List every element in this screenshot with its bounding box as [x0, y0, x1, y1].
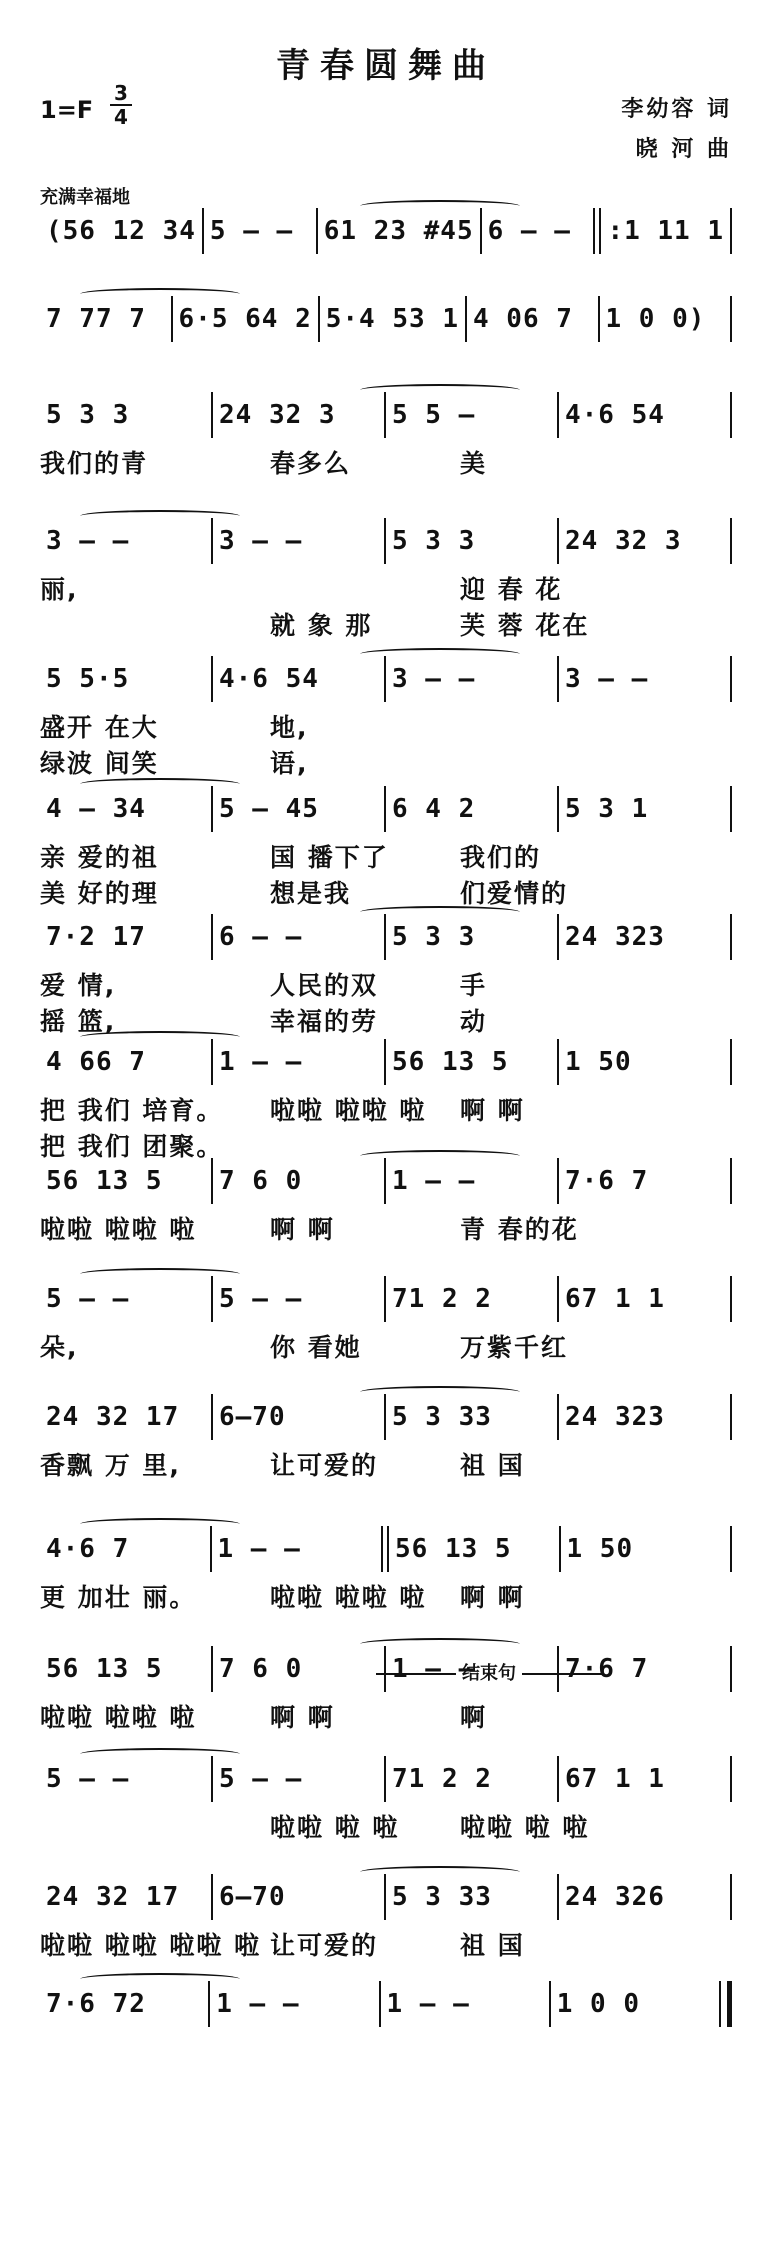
notation-row	[40, 660, 732, 698]
measure: 5 3 1	[565, 794, 649, 824]
lyric-segment: 啦啦 啦啦 啦	[270, 1096, 427, 1125]
measure: 24 323	[565, 1402, 665, 1432]
song-title: 青春圆舞曲	[276, 46, 496, 86]
measure: 5 — 45	[219, 794, 319, 824]
lyric-segment: 啊 啊	[460, 1583, 525, 1612]
lyric-segment: 美	[460, 449, 488, 478]
lyric-segment: 啊	[460, 1703, 488, 1732]
lyric-segment: 春多么	[270, 449, 352, 478]
measure: 5 — —	[209, 216, 294, 246]
measure: 56 13 5	[46, 1654, 163, 1684]
notation-row	[40, 918, 732, 956]
lyric-segment: 国 播下了	[270, 843, 389, 872]
lyric-segment: 人民的双	[270, 971, 379, 1000]
lyric-segment: 啦啦 啦 啦	[270, 1813, 400, 1842]
measure: 5 — —	[219, 1284, 303, 1314]
lyric-line	[40, 838, 732, 872]
lyric-line	[40, 874, 732, 908]
measure: 61 23 #45	[323, 216, 474, 246]
measure: 3 — —	[392, 664, 476, 694]
measure: 1 — —	[219, 1047, 303, 1077]
lyric-segment: 啊 啊	[270, 1215, 335, 1244]
notation-row	[40, 212, 732, 250]
lyric-line	[40, 1926, 732, 1960]
measure: 24 326	[565, 1882, 665, 1912]
measure: 4·6 7	[46, 1534, 130, 1564]
barline	[730, 208, 732, 254]
measure: 71 2 2	[392, 1284, 492, 1314]
measure: 4 66 7	[46, 1047, 146, 1077]
lyric-segment: 亲 爱的祖	[40, 843, 159, 872]
measure: 1 50	[566, 1534, 634, 1564]
lyric-segment: 幸福的劳	[270, 1007, 379, 1036]
notation-row	[40, 300, 732, 338]
measure: 67 1 1	[565, 1764, 665, 1794]
slur-arc	[360, 1866, 520, 1878]
notation-row	[40, 1043, 732, 1081]
barline	[719, 1981, 732, 2027]
time-signature	[110, 82, 132, 128]
measure: 4·6 54	[219, 664, 319, 694]
measure: 56 13 5	[46, 1166, 163, 1196]
barline	[730, 1874, 732, 1920]
slur-arc	[80, 1031, 240, 1043]
measure: 4 06 7	[472, 304, 573, 334]
barline	[730, 1276, 732, 1322]
slur-arc	[360, 384, 520, 396]
lyric-segment: 手	[460, 971, 488, 1000]
lyric-segment: 让可爱的	[270, 1931, 379, 1960]
measure: 5 — —	[46, 1764, 130, 1794]
slur-arc	[360, 1638, 520, 1650]
lyric-segment: 啊 啊	[460, 1096, 525, 1125]
lyric-line	[40, 570, 732, 604]
lyric-line	[40, 744, 732, 778]
lyric-segment: 啦啦 啦啦 啦	[40, 1215, 197, 1244]
measure: 3 — —	[565, 664, 649, 694]
slur-arc	[360, 1150, 520, 1162]
notation-row	[40, 396, 732, 434]
lyric-segment: 你 看她	[270, 1333, 362, 1362]
barline	[730, 1646, 732, 1692]
slur-arc	[80, 1748, 240, 1760]
measure: 24 32 17	[46, 1402, 180, 1432]
measure: 24 323	[565, 922, 665, 952]
lyric-segment: 盛开 在大	[40, 713, 159, 742]
lyric-segment: 想是我	[270, 879, 352, 908]
lyric-line	[40, 1091, 732, 1125]
measure: 5·4 53 1	[325, 304, 459, 334]
lyric-segment: 我们的	[460, 843, 542, 872]
lyric-segment: 香飘 万 里,	[40, 1451, 181, 1480]
measure: 5 3 3	[392, 922, 476, 952]
barline	[381, 1526, 389, 1572]
measure: :1 11 1	[607, 216, 725, 246]
slur-arc	[360, 648, 520, 660]
lyric-segment: 啦啦 啦啦 啦	[270, 1583, 427, 1612]
measure: 56 13 5	[395, 1534, 512, 1564]
measure: 6·5 64 2	[178, 304, 312, 334]
measure: 24 32 17	[46, 1882, 180, 1912]
lyric-segment: 就 象 那	[270, 611, 373, 640]
lyric-segment: 语,	[270, 749, 309, 778]
barline	[730, 296, 732, 342]
barline	[730, 914, 732, 960]
measure: (56 12 34	[46, 216, 196, 246]
barline	[730, 1526, 732, 1572]
notation-row	[40, 1162, 732, 1200]
barline	[593, 208, 601, 254]
measure: 67 1 1	[565, 1284, 665, 1314]
lyric-segment: 爱 情,	[40, 971, 117, 1000]
measure: 24 32 3	[219, 400, 336, 430]
end-phrase-label: 结束句	[462, 1663, 516, 1684]
measure: 5 — —	[219, 1764, 303, 1794]
lyric-segment: 祖 国	[460, 1451, 525, 1480]
lyric-segment: 把 我们 团聚。	[40, 1132, 224, 1161]
lyric-line	[40, 1446, 732, 1480]
measure: 7·6 7	[565, 1166, 649, 1196]
slur-arc	[360, 1386, 520, 1398]
lyric-segment: 我们的青	[40, 449, 149, 478]
measure: 7·6 72	[46, 1989, 146, 2019]
lyric-line	[40, 708, 732, 742]
measure: 5 — —	[46, 1284, 130, 1314]
measure: 7·6 7	[565, 1654, 649, 1684]
notation-row	[40, 1760, 732, 1798]
measure: 4·6 54	[565, 400, 665, 430]
measure: 6—70	[219, 1402, 286, 1432]
lyric-segment: 啦啦 啦啦 啦	[40, 1703, 197, 1732]
lyric-line	[40, 966, 732, 1000]
barline	[730, 656, 732, 702]
lyric-line	[40, 444, 732, 478]
meter-bottom: 4	[114, 105, 128, 129]
measure: 3 — —	[219, 526, 303, 556]
measure: 5 3 33	[392, 1402, 492, 1432]
barline	[730, 1158, 732, 1204]
slur-arc	[80, 1268, 240, 1280]
measure: 4 — 34	[46, 794, 146, 824]
slur-arc	[80, 1518, 240, 1530]
notation-row	[40, 1530, 732, 1568]
measure: 5 3 3	[392, 526, 476, 556]
lyric-line	[40, 1578, 732, 1612]
lyric-segment: 迎 春 花	[460, 575, 563, 604]
notation-row	[40, 522, 732, 560]
slur-arc	[80, 778, 240, 790]
lyric-segment: 啦啦 啦 啦	[460, 1813, 590, 1842]
measure: 1 — —	[216, 1989, 300, 2019]
slur-arc	[360, 200, 520, 212]
lyric-line	[40, 1328, 732, 1362]
lyric-segment: 更 加壮 丽。	[40, 1583, 197, 1612]
lyric-segment: 动	[460, 1007, 488, 1036]
measure: 5 3 33	[392, 1882, 492, 1912]
measure: 56 13 5	[392, 1047, 509, 1077]
lyric-segment: 们爱情的	[460, 879, 569, 908]
lyric-segment: 地,	[270, 713, 309, 742]
lyric-line	[40, 1210, 732, 1244]
lyric-segment: 啦啦 啦啦 啦啦 啦	[40, 1931, 262, 1960]
barline	[730, 392, 732, 438]
notation-row	[40, 1280, 732, 1318]
lyric-segment: 啊 啊	[270, 1703, 335, 1732]
measure: 6 — —	[487, 216, 571, 246]
measure: 1 — —	[392, 1654, 476, 1684]
measure: 1 0 0	[556, 1989, 641, 2019]
lyricist-credit: 李幼容 词	[621, 97, 732, 122]
lyric-segment: 丽,	[40, 575, 79, 604]
measure: 7 77 7	[46, 304, 146, 334]
lyric-segment: 摇 篮,	[40, 1007, 117, 1036]
measure: 1 0 0)	[605, 304, 706, 334]
measure: 5 5 —	[392, 400, 476, 430]
measure: 7·2 17	[46, 922, 146, 952]
measure: 3 — —	[46, 526, 130, 556]
lyric-segment: 美 好的理	[40, 879, 159, 908]
measure: 1 — —	[392, 1166, 476, 1196]
measure: 6—70	[219, 1882, 286, 1912]
measure: 1 50	[565, 1047, 632, 1077]
lyric-segment: 把 我们 培育。	[40, 1096, 224, 1125]
slur-arc	[80, 288, 240, 300]
notation-row	[40, 1878, 732, 1916]
barline	[730, 1756, 732, 1802]
lyric-segment: 万紫千红	[460, 1333, 569, 1362]
measure: 7 6 0	[219, 1166, 303, 1196]
measure: 1 — —	[386, 1989, 470, 2019]
lyric-line	[40, 1698, 732, 1732]
measure: 5 3 3	[46, 400, 130, 430]
key-signature: 1=F	[40, 96, 94, 124]
lyric-segment: 祖 国	[460, 1931, 525, 1960]
lyric-segment: 芙 蓉 花在	[460, 611, 590, 640]
meter-top: 3	[114, 81, 128, 105]
slur-arc	[80, 1973, 240, 1985]
measure: 24 32 3	[565, 526, 682, 556]
lyric-segment: 绿波 间笑	[40, 749, 159, 778]
notation-row	[40, 790, 732, 828]
notation-row	[40, 1650, 732, 1688]
slur-arc	[360, 906, 520, 918]
barline	[730, 518, 732, 564]
barline	[730, 786, 732, 832]
measure: 6 4 2	[392, 794, 476, 824]
measure: 5 5·5	[46, 664, 130, 694]
barline	[730, 1394, 732, 1440]
notation-row	[40, 1985, 732, 2023]
lyric-segment: 让可爱的	[270, 1451, 379, 1480]
lyric-line	[40, 1808, 732, 1842]
lyric-segment: 青 春的花	[460, 1215, 579, 1244]
lyric-segment: 朵,	[40, 1333, 79, 1362]
notation-row	[40, 1398, 732, 1436]
measure: 7 6 0	[219, 1654, 303, 1684]
slur-arc	[80, 510, 240, 522]
measure: 6 — —	[219, 922, 303, 952]
barline	[730, 1039, 732, 1085]
composer-credit: 晓 河 曲	[635, 137, 732, 162]
measure: 71 2 2	[392, 1764, 492, 1794]
measure: 1 — —	[217, 1534, 301, 1564]
tempo-marking: 充满幸福地	[40, 187, 130, 208]
lyric-line	[40, 606, 732, 640]
